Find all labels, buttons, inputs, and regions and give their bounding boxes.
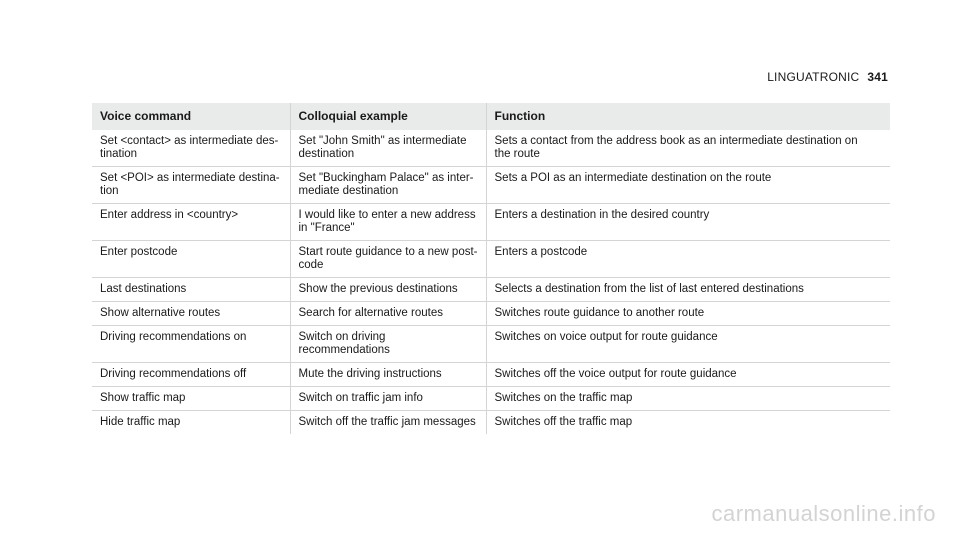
section-title: LINGUATRONIC: [767, 70, 860, 84]
voice-command-cell: Set <POI> as intermediate destina- tion: [92, 167, 290, 204]
function-cell: Switches on the traffic map: [486, 387, 890, 411]
voice-command-cell: Hide traffic map: [100, 416, 181, 428]
function-cell: Enters a postcode: [486, 241, 890, 278]
function-cell: Switches on voice output for route guidance: [486, 326, 890, 363]
voice-command-cell: Show traffic map: [92, 387, 290, 411]
voice-command-cell: Driving recommendations off: [92, 363, 290, 387]
watermark: carmanualsonline.info: [711, 501, 936, 526]
function-cell: Switches off the traffic map: [486, 411, 890, 435]
table-header-row: [92, 103, 890, 130]
voice-command-cell: Enter postcode: [92, 241, 290, 278]
colloquial-example-cell: Set "Buckingham Palace" as inter- mediate destination: [290, 167, 486, 204]
colloquial-example-cell: Search for alternative routes: [290, 302, 486, 326]
table-row: [92, 278, 890, 302]
column-header-voice-command: Voice command: [92, 103, 290, 130]
table-row: [92, 241, 890, 278]
running-header: [767, 70, 888, 84]
function-cell: Switches off the voice output for route guidance: [486, 363, 890, 387]
function-cell: Selects a destination from the list of last entered destinations: [486, 278, 890, 302]
column-header-colloquial-example: Colloquial example: [290, 103, 486, 130]
function-cell: Switches route guidance to another route: [486, 302, 890, 326]
colloquial-example-cell: Mute the driving instructions: [290, 363, 486, 387]
colloquial-example-cell: Switch off the traffic jam messages: [290, 411, 486, 435]
table-row: [92, 387, 890, 411]
table-body: [92, 130, 890, 434]
function-cell: Sets a contact from the address book as an intermediate destination on the route: [486, 130, 890, 167]
voice-command-cell: Set <contact> as intermediate des- tination: [92, 130, 290, 167]
table-row: [92, 167, 890, 204]
table-row: [92, 411, 890, 435]
table-row: [92, 302, 890, 326]
table-row: [92, 363, 890, 387]
colloquial-example-cell: Set "John Smith" as intermediate destination: [290, 130, 486, 167]
colloquial-example-cell: Start route guidance to a new post- code: [290, 241, 486, 278]
colloquial-example-cell: I would like to enter a new address in "France": [290, 204, 486, 241]
voice-command-cell: Show alternative routes: [92, 302, 290, 326]
page-number: 341: [867, 70, 888, 84]
voice-command-cell: Last destinations: [92, 278, 290, 302]
function-cell: Enters a destination in the desired country: [486, 204, 890, 241]
table-row: [92, 204, 890, 241]
voice-command-cell: Enter address in <country>: [92, 204, 290, 241]
voice-command-table: [92, 103, 890, 434]
colloquial-example-cell: Show the previous destinations: [290, 278, 486, 302]
table-row: [92, 326, 890, 363]
voice-command-cell: Driving recommendations on: [92, 326, 290, 363]
colloquial-example-cell: Switch on traffic jam info: [290, 387, 486, 411]
column-header-function: Function: [486, 103, 890, 130]
table-row: [92, 130, 890, 167]
function-cell: Sets a POI as an intermediate destination on the route: [486, 167, 890, 204]
colloquial-example-cell: Switch on driving recommendations: [290, 326, 486, 363]
